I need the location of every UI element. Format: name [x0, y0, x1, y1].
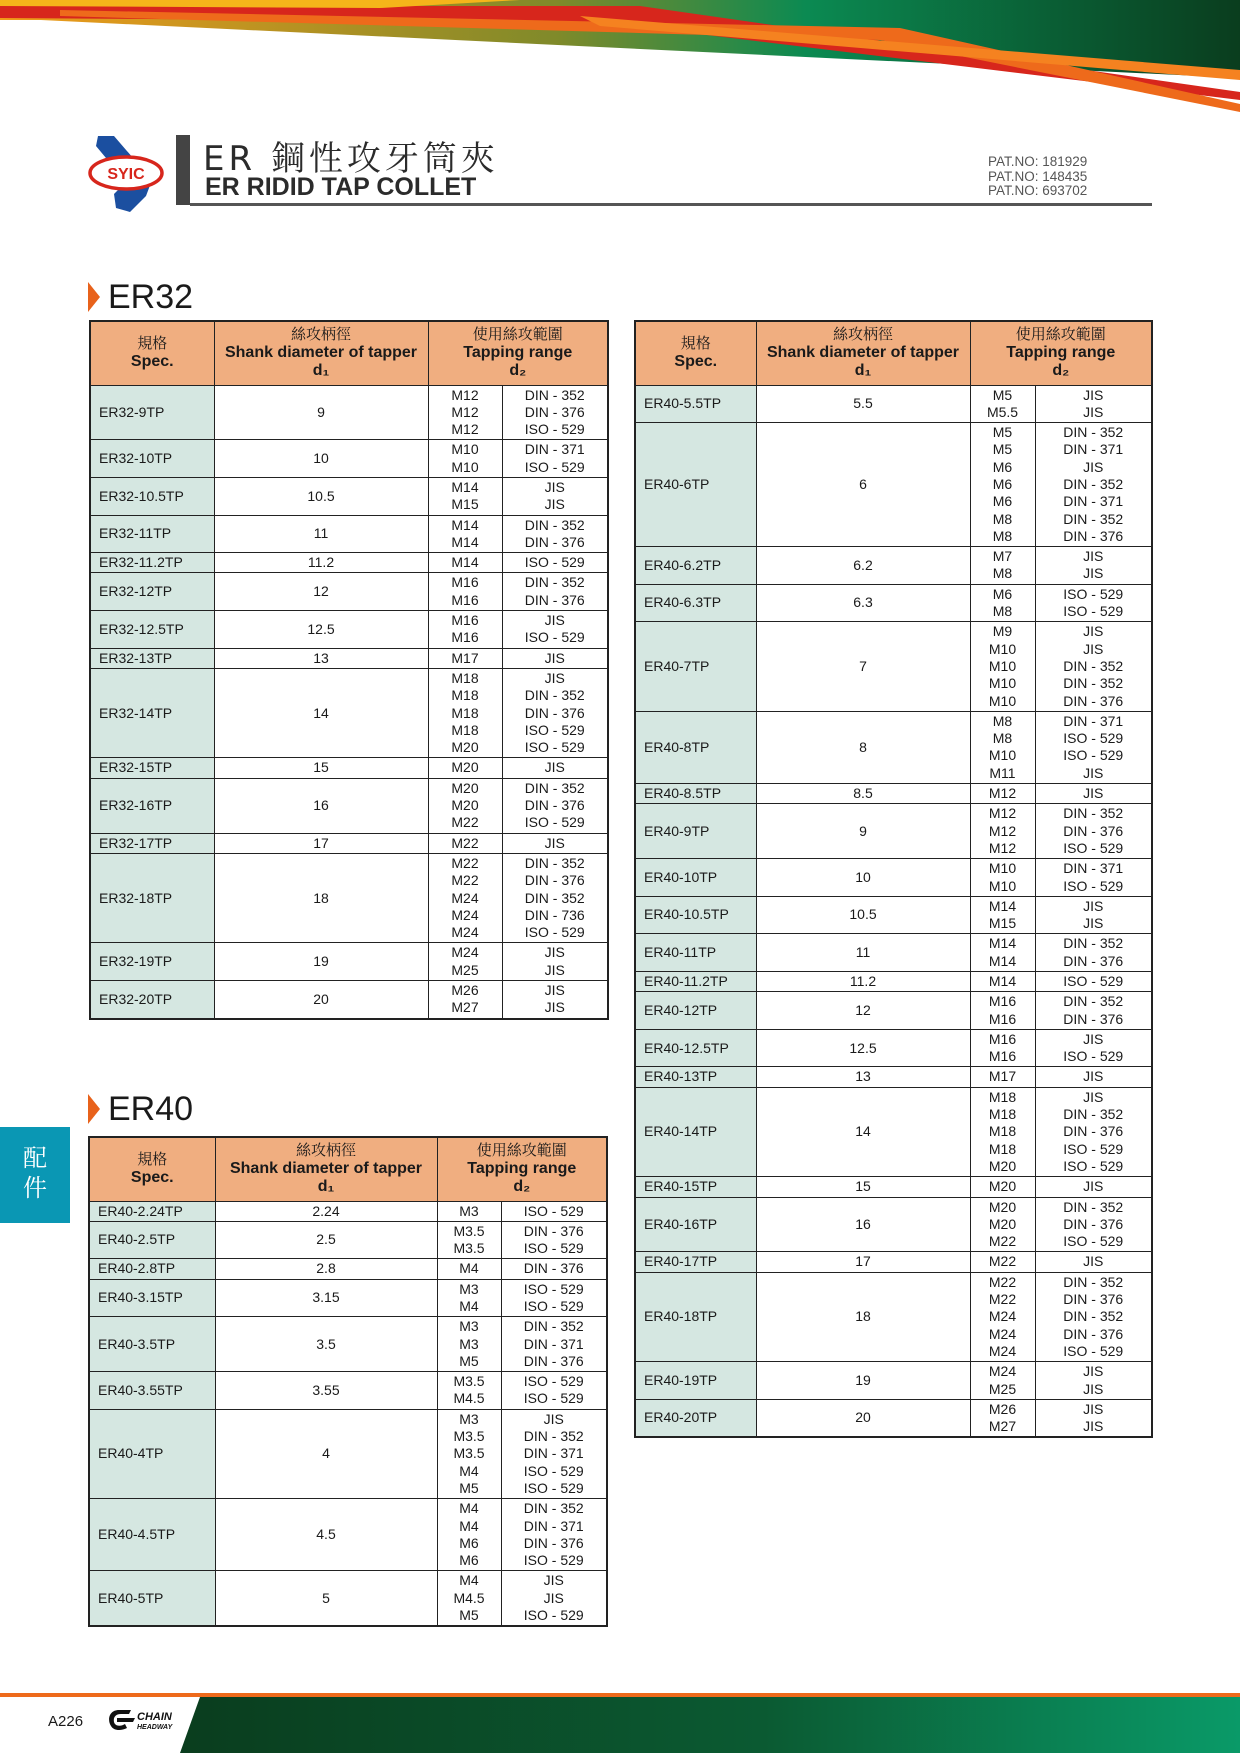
table-header [90, 321, 608, 385]
page-title-chinese: ER 鋼性攻牙筒夾 [203, 139, 499, 179]
thread-size-cell: M22 M22 M24 M24 M24 [428, 853, 502, 942]
standard-cell: ISO - 529 [502, 553, 608, 573]
table-row [635, 385, 1152, 423]
spec-cell: ER40-13TP [635, 1067, 756, 1087]
standard-cell: JIS JIS DIN - 352 DIN - 352 DIN - 376 [1035, 622, 1152, 711]
thread-size-cell: M6 M8 [970, 584, 1035, 622]
shank-diameter-cell: 15 [214, 758, 428, 778]
section-title-er32 [88, 277, 193, 317]
shank-diameter-cell: 6.3 [756, 584, 970, 622]
shank-diameter-cell: 6.2 [756, 547, 970, 585]
spec-cell: ER40-5.5TP [635, 385, 756, 423]
standard-cell: JIS JIS [1035, 385, 1152, 423]
table-row [90, 611, 608, 649]
standard-cell: JIS ISO - 529 [1035, 1029, 1152, 1067]
spec-cell: ER32-11.2TP [90, 553, 214, 573]
thread-size-cell: M14 [428, 553, 502, 573]
section-title-text: ER32 [108, 277, 194, 316]
spec-cell: ER32-14TP [90, 668, 214, 757]
thread-size-cell: M7 M8 [970, 547, 1035, 585]
standard-cell: JIS JIS [1035, 1399, 1152, 1437]
thread-size-cell: M20 [970, 1177, 1035, 1197]
table-row [635, 1252, 1152, 1272]
er32-spec-table [89, 320, 609, 1020]
spec-cell: ER32-15TP [90, 758, 214, 778]
standard-cell: DIN - 371 ISO - 529 [1035, 859, 1152, 897]
standard-cell: DIN - 352 DIN - 376 [502, 573, 608, 611]
thread-size-cell: M10 M10 [970, 859, 1035, 897]
standard-cell: DIN - 352 DIN - 376 ISO - 529 [1035, 1197, 1152, 1252]
spec-cell: ER40-19TP [635, 1362, 756, 1400]
shank-diameter-cell: 4.5 [215, 1499, 437, 1571]
spec-cell: ER32-10.5TP [90, 477, 214, 515]
thread-size-cell: M20 M20 M22 [970, 1197, 1035, 1252]
standard-cell: JIS JIS [502, 943, 608, 981]
table-row [90, 385, 608, 440]
page-number: A226 [48, 1713, 84, 1730]
standard-cell: JIS [502, 648, 608, 668]
thread-size-cell: M3.5 M3.5 [437, 1221, 501, 1259]
table-row [635, 896, 1152, 934]
shank-diameter-cell: 10.5 [756, 896, 970, 934]
spec-cell: ER40-3.5TP [89, 1317, 215, 1372]
patent-number: PAT.NO: 693702 [988, 183, 1088, 198]
spec-cell: ER32-16TP [90, 778, 214, 833]
thread-size-cell: M14 M15 [428, 477, 502, 515]
table-row [635, 1272, 1152, 1361]
table-row [635, 934, 1152, 972]
thread-size-cell: M3 M3 M5 [437, 1317, 501, 1372]
table-row [635, 804, 1152, 859]
shank-diameter-cell: 20 [756, 1399, 970, 1437]
spec-cell: ER40-12TP [635, 992, 756, 1030]
standard-cell: JIS [502, 833, 608, 853]
table-row [90, 477, 608, 515]
standard-cell: DIN - 376 ISO - 529 [501, 1221, 607, 1259]
thread-size-cell: M10 M10 [428, 440, 502, 478]
shank-diameter-cell: 11 [214, 515, 428, 553]
spec-cell: ER40-6.3TP [635, 584, 756, 622]
shank-diameter-cell: 3.55 [215, 1372, 437, 1410]
shank-diameter-cell: 5 [215, 1571, 437, 1626]
thread-size-cell: M14 M15 [970, 896, 1035, 934]
standard-cell: DIN - 352 DIN - 376 ISO - 529 [502, 385, 608, 440]
thread-size-cell: M16 M16 [970, 992, 1035, 1030]
thread-size-cell: M12 M12 M12 [428, 385, 502, 440]
section-title-text: ER40 [108, 1089, 194, 1128]
table-row [635, 584, 1152, 622]
spec-cell: ER40-2.5TP [89, 1221, 215, 1259]
shank-diameter-cell: 5.5 [756, 385, 970, 423]
table-row [635, 972, 1152, 992]
spec-cell: ER40-16TP [635, 1197, 756, 1252]
brand-text: CHAIN [137, 1711, 172, 1723]
thread-size-cell: M4 [437, 1259, 501, 1279]
header-tapping-range: 使用絲攻範圍 Tapping range d₂ [428, 321, 608, 385]
shank-diameter-cell: 12 [214, 573, 428, 611]
spec-cell: ER32-17TP [90, 833, 214, 853]
page-title-english: ER RIDID TAP COLLET [205, 173, 477, 201]
spec-cell: ER40-14TP [635, 1087, 756, 1176]
table-row [90, 833, 608, 853]
spec-cell: ER40-8.5TP [635, 784, 756, 804]
thread-size-cell: M5 M5 M6 M6 M6 M8 M8 [970, 423, 1035, 547]
spec-cell: ER32-12.5TP [90, 611, 214, 649]
shank-diameter-cell: 3.15 [215, 1279, 437, 1317]
standard-cell: JIS [1035, 1177, 1152, 1197]
side-tab-char: 配 [23, 1144, 47, 1172]
header-shank-diameter: 絲攻柄徑 Shank diameter of tapper d₁ [214, 321, 428, 385]
shank-diameter-cell: 8.5 [756, 784, 970, 804]
standard-cell: JIS JIS ISO - 529 [501, 1571, 607, 1626]
thread-size-cell: M18 M18 M18 M18 M20 [970, 1087, 1035, 1176]
spec-cell: ER40-15TP [635, 1177, 756, 1197]
spec-cell: ER40-5TP [89, 1571, 215, 1626]
spec-cell: ER40-11TP [635, 934, 756, 972]
standard-cell: JIS JIS [502, 981, 608, 1019]
spec-cell: ER32-12TP [90, 573, 214, 611]
standard-cell: JIS [1035, 1067, 1152, 1087]
thread-size-cell: M8 M8 M10 M11 [970, 711, 1035, 783]
thread-size-cell: M12 M12 M12 [970, 804, 1035, 859]
thread-size-cell: M24 M25 [428, 943, 502, 981]
thread-size-cell: M3 M4 [437, 1279, 501, 1317]
title-accent-bar [176, 135, 190, 205]
thread-size-cell: M20 M20 M22 [428, 778, 502, 833]
table-row [90, 981, 608, 1019]
thread-size-cell: M5 M5.5 [970, 385, 1035, 423]
header-spec: 規格 Spec. [89, 1137, 215, 1201]
table-row [89, 1259, 607, 1279]
standard-cell: JIS JIS [1035, 896, 1152, 934]
spec-cell: ER40-2.8TP [89, 1259, 215, 1279]
table-row [90, 853, 608, 942]
standard-cell: ISO - 529 [1035, 972, 1152, 992]
chain-headway-logo [105, 1706, 187, 1734]
table-row [90, 943, 608, 981]
shank-diameter-cell: 9 [214, 385, 428, 440]
table-row [89, 1409, 607, 1498]
standard-cell: ISO - 529 ISO - 529 [1035, 584, 1152, 622]
shank-diameter-cell: 10.5 [214, 477, 428, 515]
table-row [89, 1279, 607, 1317]
table-row [635, 859, 1152, 897]
shank-diameter-cell: 4 [215, 1409, 437, 1498]
thread-size-cell: M16 M16 [428, 611, 502, 649]
spec-cell: ER40-20TP [635, 1399, 756, 1437]
shank-diameter-cell: 20 [214, 981, 428, 1019]
table-row [89, 1201, 607, 1221]
standard-cell: JIS [502, 758, 608, 778]
shank-diameter-cell: 18 [756, 1272, 970, 1361]
shank-diameter-cell: 19 [214, 943, 428, 981]
thread-size-cell: M22 [970, 1252, 1035, 1272]
header-shank-diameter: 絲攻柄徑 Shank diameter of tapper d₁ [215, 1137, 437, 1201]
table-row [90, 758, 608, 778]
table-row [90, 648, 608, 668]
thread-size-cell: M3 [437, 1201, 501, 1221]
section-title-er40 [88, 1089, 193, 1129]
side-category-tab[interactable] [0, 1127, 70, 1223]
spec-cell: ER40-10.5TP [635, 896, 756, 934]
thread-size-cell: M16 M16 [428, 573, 502, 611]
table-row [635, 622, 1152, 711]
shank-diameter-cell: 16 [214, 778, 428, 833]
er40-spec-table-left [88, 1136, 608, 1627]
standard-cell: JIS JIS [502, 477, 608, 515]
table-row [635, 1197, 1152, 1252]
spec-cell: ER32-10TP [90, 440, 214, 478]
header-rule [190, 203, 1152, 206]
standard-cell: ISO - 529 ISO - 529 [501, 1279, 607, 1317]
standard-cell: DIN - 352 DIN - 371 DIN - 376 ISO - 529 [501, 1499, 607, 1571]
thread-size-cell: M12 [970, 784, 1035, 804]
shank-diameter-cell: 17 [756, 1252, 970, 1272]
standard-cell: JIS DIN - 352 DIN - 376 ISO - 529 ISO - 529 [1035, 1087, 1152, 1176]
arrow-icon [88, 1094, 100, 1124]
shank-diameter-cell: 12.5 [756, 1029, 970, 1067]
spec-cell: ER32-19TP [90, 943, 214, 981]
table-row [89, 1221, 607, 1259]
thread-size-cell: M3 M3.5 M3.5 M4 M5 [437, 1409, 501, 1498]
er40-spec-table-right [634, 320, 1153, 1438]
shank-diameter-cell: 15 [756, 1177, 970, 1197]
shank-diameter-cell: 19 [756, 1362, 970, 1400]
spec-cell: ER32-18TP [90, 853, 214, 942]
table-row [635, 1399, 1152, 1437]
thread-size-cell: M22 [428, 833, 502, 853]
shank-diameter-cell: 12.5 [214, 611, 428, 649]
brand-text: HEADWAY [137, 1724, 173, 1731]
standard-cell: JIS JIS [1035, 1362, 1152, 1400]
table-row [635, 547, 1152, 585]
thread-size-cell: M20 [428, 758, 502, 778]
table-row [89, 1571, 607, 1626]
patent-numbers [988, 155, 1087, 199]
thread-size-cell: M18 M18 M18 M18 M20 [428, 668, 502, 757]
shank-diameter-cell: 2.24 [215, 1201, 437, 1221]
spec-cell: ER40-12.5TP [635, 1029, 756, 1067]
shank-diameter-cell: 10 [214, 440, 428, 478]
standard-cell: DIN - 352 DIN - 371 JIS DIN - 352 DIN - 371 DIN - 352 DIN - 376 [1035, 423, 1152, 547]
shank-diameter-cell: 14 [214, 668, 428, 757]
shank-diameter-cell: 11.2 [756, 972, 970, 992]
standard-cell: DIN - 352 DIN - 371 DIN - 376 [501, 1317, 607, 1372]
standard-cell: DIN - 352 DIN - 376 DIN - 352 DIN - 736 ISO - 529 [502, 853, 608, 942]
thread-size-cell: M26 M27 [428, 981, 502, 1019]
spec-cell: ER32-13TP [90, 648, 214, 668]
standard-cell: DIN - 352 DIN - 376 ISO - 529 [1035, 804, 1152, 859]
standard-cell: DIN - 371 ISO - 529 ISO - 529 JIS [1035, 711, 1152, 783]
thread-size-cell: M4 M4 M6 M6 [437, 1499, 501, 1571]
standard-cell: JIS [1035, 784, 1152, 804]
patent-number: PAT.NO: 181929 [988, 154, 1088, 169]
standard-cell: DIN - 352 DIN - 376 [1035, 992, 1152, 1030]
table-row [90, 573, 608, 611]
thread-size-cell: M14 [970, 972, 1035, 992]
spec-cell: ER40-4.5TP [89, 1499, 215, 1571]
shank-diameter-cell: 14 [756, 1087, 970, 1176]
thread-size-cell: M24 M25 [970, 1362, 1035, 1400]
standard-cell: JIS [1035, 1252, 1152, 1272]
thread-size-cell: M14 M14 [970, 934, 1035, 972]
table-row [90, 515, 608, 553]
syic-logo [86, 134, 166, 214]
table-row [635, 1362, 1152, 1400]
side-tab-char: 件 [23, 1174, 47, 1202]
arrow-icon [88, 282, 100, 312]
table-body [635, 385, 1152, 1437]
table-row [90, 668, 608, 757]
shank-diameter-cell: 13 [756, 1067, 970, 1087]
standard-cell: JIS JIS [1035, 547, 1152, 585]
spec-cell: ER40-6TP [635, 423, 756, 547]
thread-size-cell: M26 M27 [970, 1399, 1035, 1437]
shank-diameter-cell: 10 [756, 859, 970, 897]
shank-diameter-cell: 16 [756, 1197, 970, 1252]
table-row [90, 778, 608, 833]
header-shank-diameter: 絲攻柄徑 Shank diameter of tapper d₁ [756, 321, 970, 385]
shank-diameter-cell: 11 [756, 934, 970, 972]
spec-cell: ER40-2.24TP [89, 1201, 215, 1221]
table-row [635, 711, 1152, 783]
standard-cell: DIN - 352 DIN - 376 ISO - 529 [502, 778, 608, 833]
thread-size-cell: M4 M4.5 M5 [437, 1571, 501, 1626]
standard-cell: DIN - 352 DIN - 376 DIN - 352 DIN - 376 ISO - 529 [1035, 1272, 1152, 1361]
thread-size-cell: M9 M10 M10 M10 M10 [970, 622, 1035, 711]
thread-size-cell: M17 [970, 1067, 1035, 1087]
spec-cell: ER40-18TP [635, 1272, 756, 1361]
shank-diameter-cell: 2.8 [215, 1259, 437, 1279]
spec-cell: ER40-7TP [635, 622, 756, 711]
top-decorative-band [0, 0, 1240, 120]
standard-cell: ISO - 529 [501, 1201, 607, 1221]
standard-cell: JIS DIN - 352 DIN - 376 ISO - 529 ISO - 529 [502, 668, 608, 757]
table-row [635, 1177, 1152, 1197]
spec-cell: ER40-11.2TP [635, 972, 756, 992]
table-row [90, 440, 608, 478]
standard-cell: DIN - 352 DIN - 376 [1035, 934, 1152, 972]
thread-size-cell: M17 [428, 648, 502, 668]
standard-cell: ISO - 529 ISO - 529 [501, 1372, 607, 1410]
spec-cell: ER32-20TP [90, 981, 214, 1019]
shank-diameter-cell: 7 [756, 622, 970, 711]
table-body [90, 385, 608, 1019]
spec-cell: ER40-3.55TP [89, 1372, 215, 1410]
table-row [635, 1029, 1152, 1067]
spec-cell: ER40-8TP [635, 711, 756, 783]
thread-size-cell: M16 M16 [970, 1029, 1035, 1067]
table-row [635, 784, 1152, 804]
shank-diameter-cell: 17 [214, 833, 428, 853]
thread-size-cell: M14 M14 [428, 515, 502, 553]
table-row [635, 992, 1152, 1030]
spec-cell: ER32-11TP [90, 515, 214, 553]
table-header [89, 1137, 607, 1201]
shank-diameter-cell: 3.5 [215, 1317, 437, 1372]
spec-cell: ER40-4TP [89, 1409, 215, 1498]
shank-diameter-cell: 8 [756, 711, 970, 783]
shank-diameter-cell: 6 [756, 423, 970, 547]
header-tapping-range: 使用絲攻範圍 Tapping range d₂ [437, 1137, 607, 1201]
standard-cell: DIN - 352 DIN - 376 [502, 515, 608, 553]
logo-text: SYIC [107, 166, 145, 183]
shank-diameter-cell: 12 [756, 992, 970, 1030]
shank-diameter-cell: 9 [756, 804, 970, 859]
header-spec: 規格 Spec. [635, 321, 756, 385]
patent-number: PAT.NO: 148435 [988, 168, 1088, 184]
standard-cell: DIN - 376 [501, 1259, 607, 1279]
spec-cell: ER40-10TP [635, 859, 756, 897]
standard-cell: JIS DIN - 352 DIN - 371 ISO - 529 ISO - 529 [501, 1409, 607, 1498]
spec-cell: ER32-9TP [90, 385, 214, 440]
shank-diameter-cell: 11.2 [214, 553, 428, 573]
shank-diameter-cell: 13 [214, 648, 428, 668]
thread-size-cell: M3.5 M4.5 [437, 1372, 501, 1410]
shank-diameter-cell: 18 [214, 853, 428, 942]
table-row [89, 1372, 607, 1410]
header-spec: 規格 Spec. [90, 321, 214, 385]
standard-cell: JIS ISO - 529 [502, 611, 608, 649]
standard-cell: DIN - 371 ISO - 529 [502, 440, 608, 478]
table-header [635, 321, 1152, 385]
header-tapping-range: 使用絲攻範圍 Tapping range d₂ [970, 321, 1152, 385]
table-row [89, 1317, 607, 1372]
spec-cell: ER40-17TP [635, 1252, 756, 1272]
spec-cell: ER40-3.15TP [89, 1279, 215, 1317]
table-row [635, 423, 1152, 547]
table-row [635, 1067, 1152, 1087]
table-row [90, 553, 608, 573]
table-body [89, 1201, 607, 1626]
spec-cell: ER40-6.2TP [635, 547, 756, 585]
shank-diameter-cell: 2.5 [215, 1221, 437, 1259]
table-row [89, 1499, 607, 1571]
thread-size-cell: M22 M22 M24 M24 M24 [970, 1272, 1035, 1361]
table-row [635, 1087, 1152, 1176]
spec-cell: ER40-9TP [635, 804, 756, 859]
